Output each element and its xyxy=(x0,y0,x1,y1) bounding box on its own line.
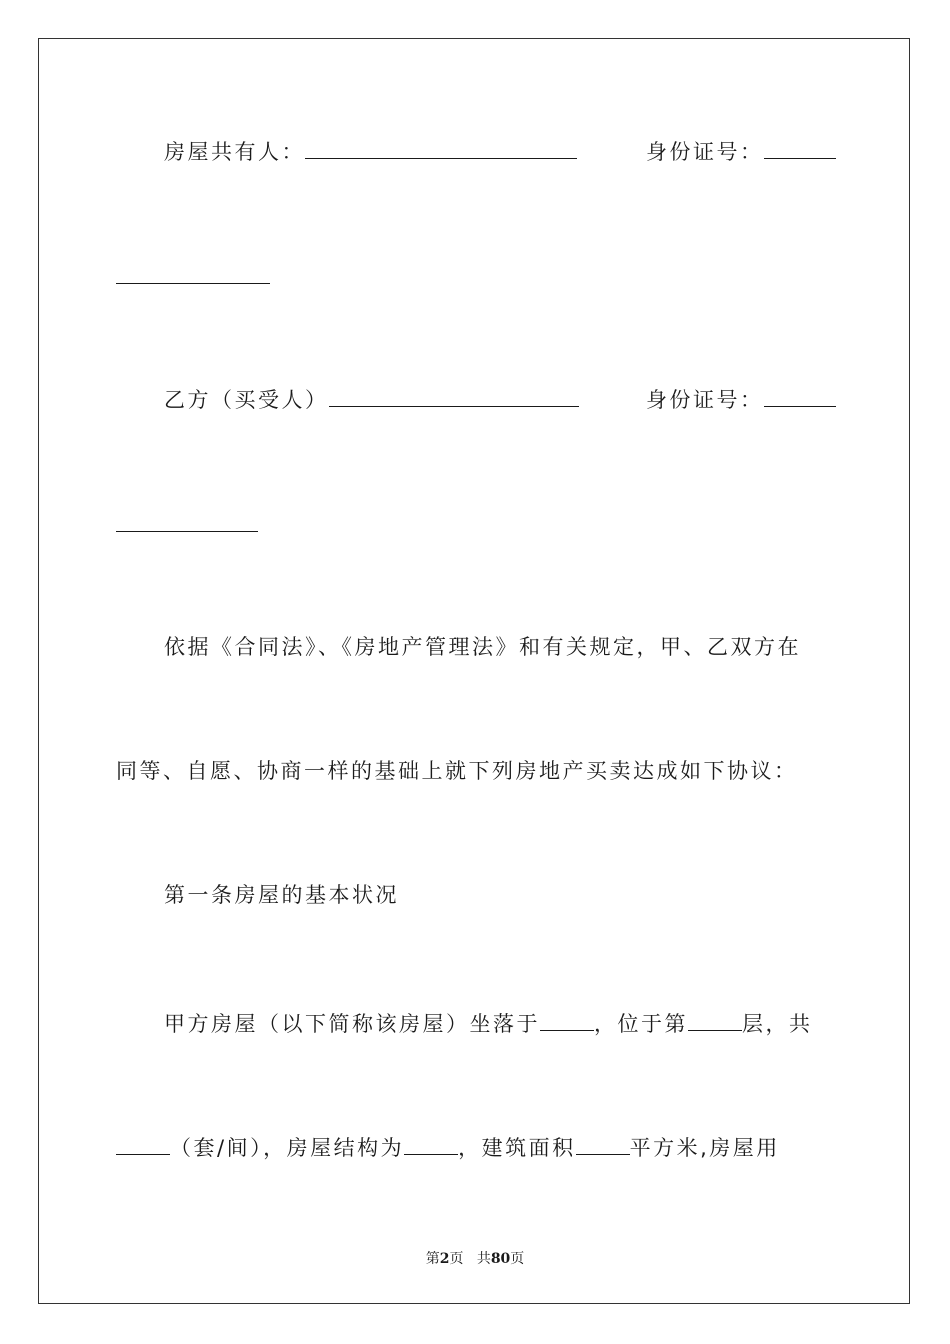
floor-blank[interactable] xyxy=(688,1012,742,1031)
article-1-title: 第一条房屋的基本状况 xyxy=(164,883,399,907)
page-border xyxy=(38,38,910,1304)
co-owner-line xyxy=(164,140,577,163)
page-footer xyxy=(0,1248,950,1268)
co-owner-blank[interactable] xyxy=(305,140,577,159)
paragraph-3-text-c: 平方米,房屋用 xyxy=(629,1136,780,1160)
paragraph-2-text-c: 层，共 xyxy=(742,1012,813,1036)
id-number-line-2 xyxy=(646,388,836,411)
footer-page-prefix: 第 xyxy=(425,1251,440,1267)
paragraph-2-line-1 xyxy=(164,1012,813,1035)
buyer-blank[interactable] xyxy=(329,388,579,407)
id-number-line-1 xyxy=(646,140,836,163)
unit-count-blank[interactable] xyxy=(116,1136,170,1155)
paragraph-2-text-b: ，位于第 xyxy=(594,1012,688,1036)
buyer-label: 乙方（买受人） xyxy=(164,388,329,412)
buyer-line xyxy=(164,388,579,411)
location-blank[interactable] xyxy=(540,1012,594,1031)
structure-blank[interactable] xyxy=(404,1136,458,1155)
footer-page-number: 2 xyxy=(439,1251,450,1267)
id-number-label-1: 身份证号： xyxy=(646,140,764,164)
id-number-blank-2a[interactable] xyxy=(764,388,836,407)
area-blank[interactable] xyxy=(576,1136,630,1155)
footer-page-suffix: 页 xyxy=(449,1251,464,1267)
footer-total-suffix: 页 xyxy=(510,1251,525,1267)
id-number-blank-1b[interactable] xyxy=(116,283,270,284)
id-number-blank-1a[interactable] xyxy=(764,140,836,159)
footer-total-pages: 80 xyxy=(490,1251,511,1267)
paragraph-1-line-2: 同等、自愿、协商一样的基础上就下列房地产买卖达成如下协议： xyxy=(116,759,798,783)
paragraph-2-text-a: 甲方房屋（以下简称该房屋）坐落于 xyxy=(164,1012,540,1036)
paragraph-3-text-b: ，建筑面积 xyxy=(458,1136,576,1160)
footer-total-prefix: 共 xyxy=(476,1251,491,1267)
co-owner-label: 房屋共有人： xyxy=(164,140,305,164)
id-number-blank-2b[interactable] xyxy=(116,531,258,532)
paragraph-1-line-1: 依据《合同法》、《房地产管理法》和有关规定，甲、乙双方在 xyxy=(164,635,801,659)
paragraph-3-text-a: （套/间），房屋结构为 xyxy=(170,1136,405,1160)
paragraph-2-line-2 xyxy=(116,1136,780,1159)
id-number-label-2: 身份证号： xyxy=(646,388,764,412)
